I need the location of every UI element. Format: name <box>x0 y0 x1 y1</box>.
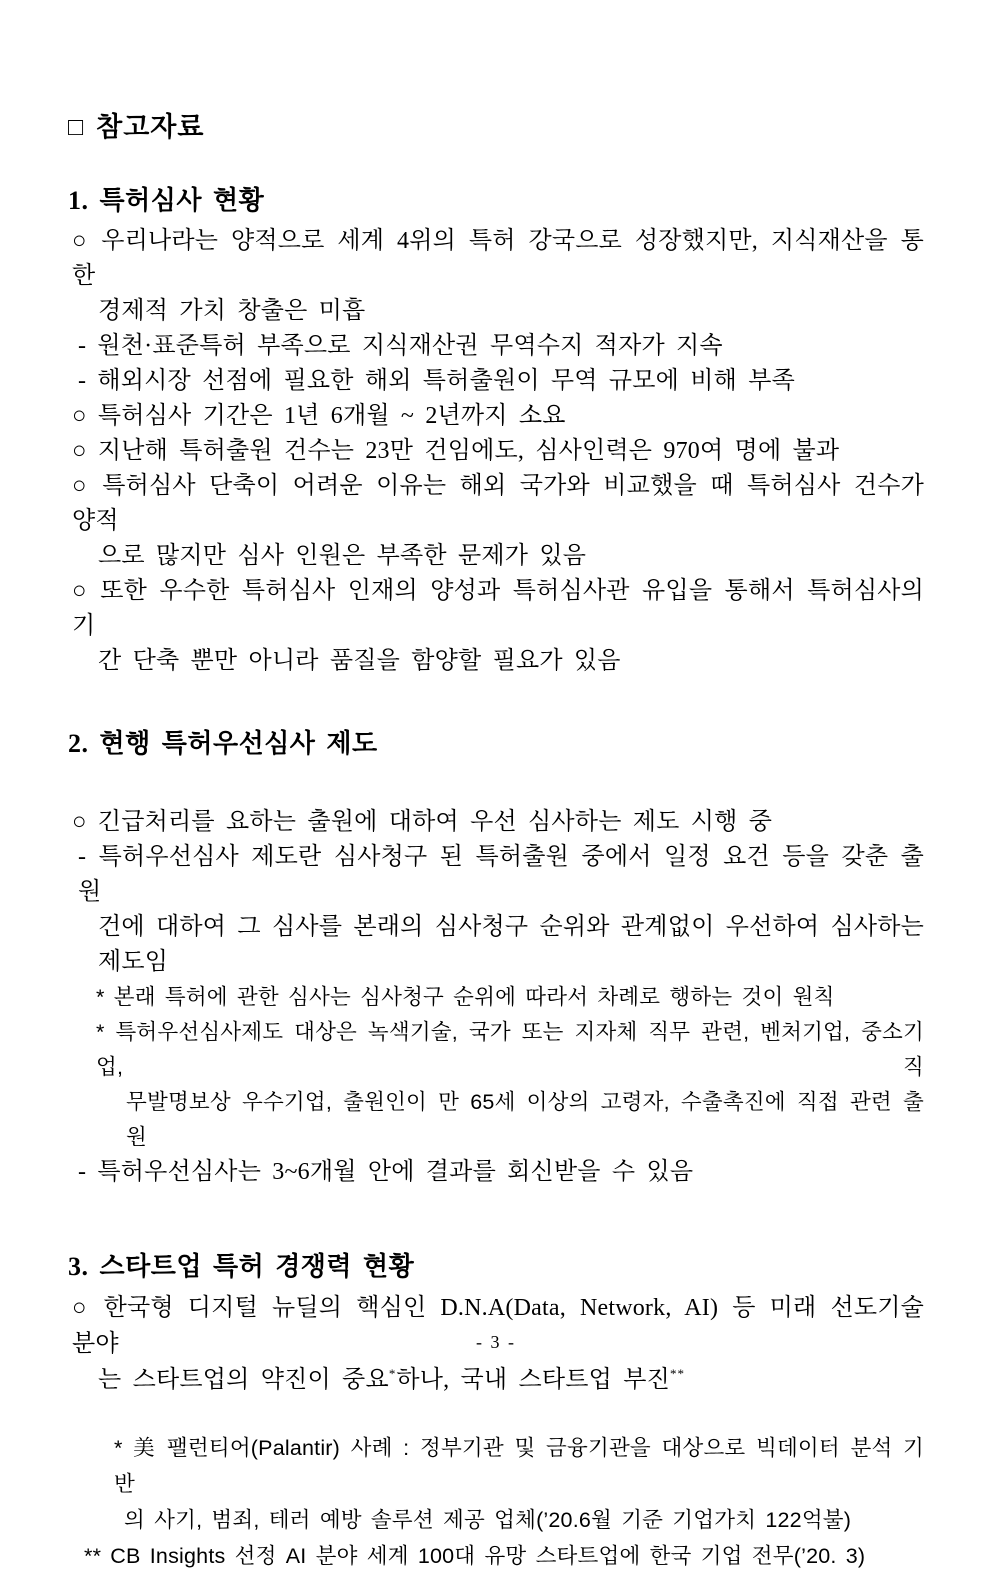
footnote-marker: * <box>388 1366 397 1381</box>
footnote-marker: ** <box>669 1366 685 1381</box>
section-2-body <box>68 805 924 1190</box>
text-line: ○ 또한 우수한 특허심사 인재의 양성과 특허심사관 유입을 통해서 특허심사의 기 <box>72 578 924 639</box>
text-segment: 하나, 국내 스타트업 부진 <box>396 1367 670 1393</box>
text-line: - 특허우선심사 제도란 심사청구 된 특허출원 중에서 일정 요건 등을 갖춘 출원 <box>78 844 924 905</box>
section-1-body <box>68 224 924 679</box>
footnote-line: * 美 팰런티어(Palantir) 사례 : 정부기관 및 금융기관을 대상으로 빅데이터 분석 기반 <box>114 1436 924 1496</box>
text-line <box>68 1362 924 1398</box>
text-line: ○ 특허심사 단축이 어려운 이유는 해외 국가와 비교했을 때 특허심사 건수가 양적 <box>72 473 924 534</box>
text-line: 으로 많지만 심사 인원은 부족한 문제가 있음 <box>98 543 587 569</box>
doc-title-text: 참고자료 <box>96 112 205 142</box>
text-line: 건에 대하여 그 심사를 본래의 심사청구 순위와 관계없이 우선하여 심사하는 <box>98 914 924 940</box>
text-line: ○ 한국형 디지털 뉴딜의 핵심인 D.N.A(Data, Network, AI) 등 미래 선도기술 분야 <box>72 1295 924 1357</box>
square-bullet-icon: □ <box>68 113 85 141</box>
text-line: 간 단축 뿐만 아니라 품질을 함양할 필요가 있음 <box>98 648 621 674</box>
text-line: ○ 긴급처리를 요하는 출원에 대하여 우선 심사하는 제도 시행 중 <box>72 809 773 835</box>
text-line: 경제적 가치 창출은 미흡 <box>98 298 366 324</box>
section-2-heading: 2. 현행 특허우선심사 제도 <box>68 729 378 758</box>
text-line: ○ 지난해 특허출원 건수는 23만 건임에도, 심사인력은 970여 명에 불과 <box>72 438 840 464</box>
footnote-line: * 특허우선심사제도 대상은 녹색기술, 국가 또는 지자체 직무 관련, 벤처기업, 중소기업, 직 <box>96 1020 924 1079</box>
doc-title <box>68 0 924 142</box>
text-line: - 특허우선심사는 3~6개월 안에 결과를 회신받을 수 있음 <box>78 1159 694 1185</box>
footnote-line: * 본래 특허에 관한 심사는 심사청구 순위에 따라서 차례로 행하는 것이 원칙 <box>96 985 835 1009</box>
footnote-line: ** CB Insights 선정 AI 분야 세계 100대 유망 스타트업에 한국 기업 전무(’20. 3) <box>84 1544 866 1568</box>
section-3-heading: 3. 스타트업 특허 경쟁력 현황 <box>68 1252 415 1281</box>
page-number: - 3 - <box>476 1332 516 1352</box>
text-line: ○ 특허심사 기간은 1년 6개월 ~ 2년까지 소요 <box>72 403 566 429</box>
footnote-line: 의 사기, 범죄, 테러 예방 솔루션 제공 업체(’20.6월 기준 기업가치 122억불) <box>124 1508 852 1532</box>
text-line: ○ 우리나라는 양적으로 세계 4위의 특허 강국으로 성장했지만, 지식재산을 통한 <box>72 228 924 289</box>
text-segment: 는 스타트업의 약진이 중요 <box>98 1367 389 1393</box>
footnote-block <box>68 1430 924 1574</box>
section-1-heading: 1. 특허심사 현황 <box>68 186 265 215</box>
text-line: 제도임 <box>98 949 169 975</box>
text-line: - 해외시장 선점에 필요한 해외 특허출원이 무역 규모에 비해 부족 <box>78 368 795 394</box>
footnote-line: 무발명보상 우수기업, 출원인이 만 65세 이상의 고령자, 수출촉진에 직접 관련 출원 <box>126 1090 924 1149</box>
text-line: - 원천·표준특허 부족으로 지식재산권 무역수지 적자가 지속 <box>78 333 723 359</box>
